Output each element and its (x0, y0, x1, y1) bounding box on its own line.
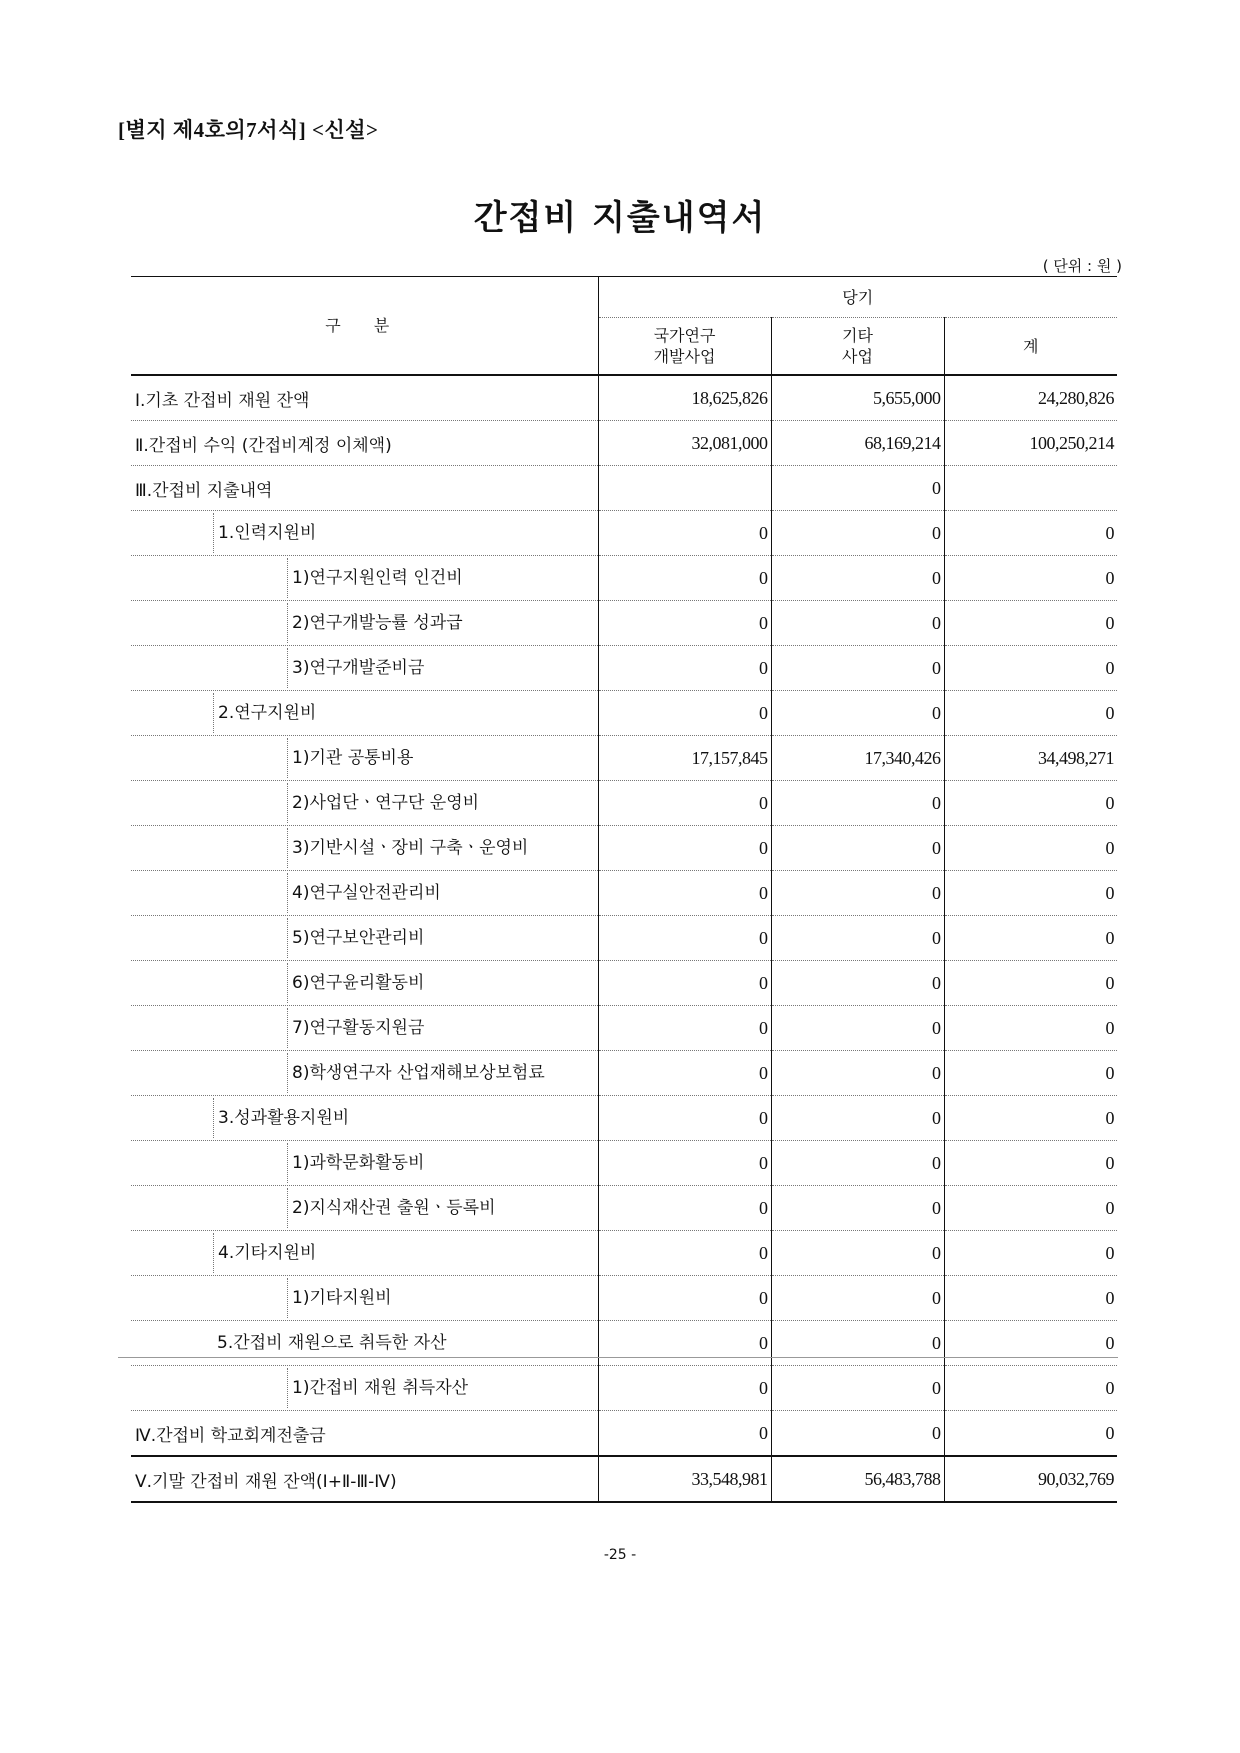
total-value: 0 (944, 556, 1117, 601)
table-row (131, 1141, 1117, 1186)
row-label-cell (131, 1411, 598, 1457)
row-label: 1)기타지원비 (287, 1278, 598, 1318)
table-row (131, 1231, 1117, 1276)
total-value (944, 466, 1117, 511)
row-label: 7)연구활동지원금 (287, 1008, 598, 1048)
other-value: 56,483,788 (771, 1456, 944, 1502)
national-value: 0 (598, 511, 771, 556)
row-label-cell (131, 646, 598, 691)
total-value: 24,280,826 (944, 375, 1117, 421)
national-value: 0 (598, 961, 771, 1006)
row-label-cell (131, 961, 598, 1006)
total-value: 0 (944, 1321, 1117, 1366)
other-value: 0 (771, 961, 944, 1006)
row-label: Ⅲ.간접비 지출내역 (135, 480, 273, 501)
table-row (131, 691, 1117, 736)
row-label-cell (131, 1366, 598, 1411)
table-row (131, 736, 1117, 781)
total-value: 90,032,769 (944, 1456, 1117, 1502)
national-value: 0 (598, 1051, 771, 1096)
header-national-rnd: 국가연구 개발사업 (598, 318, 771, 376)
table-row (131, 601, 1117, 646)
row-label-cell (131, 1051, 598, 1096)
national-value: 0 (598, 781, 771, 826)
other-value: 0 (771, 556, 944, 601)
row-label-cell (131, 736, 598, 781)
national-value: 0 (598, 601, 771, 646)
total-value: 0 (944, 601, 1117, 646)
total-value: 0 (944, 1411, 1117, 1457)
bottom-rule (118, 1357, 1118, 1358)
national-value: 0 (598, 1276, 771, 1321)
row-label: 1)간접비 재원 취득자산 (287, 1368, 598, 1408)
total-value: 0 (944, 916, 1117, 961)
row-label-cell (131, 1186, 598, 1231)
row-label-cell (131, 511, 598, 556)
table-row (131, 1411, 1117, 1457)
other-value: 0 (771, 646, 944, 691)
other-value: 0 (771, 1051, 944, 1096)
national-value: 0 (598, 1141, 771, 1186)
page-title: 간접비 지출내역서 (473, 198, 767, 238)
row-label-cell (131, 375, 598, 421)
row-label-cell (131, 1096, 598, 1141)
national-value: 0 (598, 691, 771, 736)
row-label: 1)기관 공통비용 (287, 738, 598, 778)
row-label: 1)과학문화활동비 (287, 1143, 598, 1183)
row-label: 6)연구윤리활동비 (287, 963, 598, 1003)
other-value: 0 (771, 781, 944, 826)
row-label-cell (131, 466, 598, 511)
row-label: 1.인력지원비 (213, 513, 598, 553)
row-label: 8)학생연구자 산업재해보상보험료 (287, 1053, 598, 1093)
row-label: 3)연구개발준비금 (287, 648, 598, 688)
row-label: Ⅴ.기말 간접비 재원 잔액(Ⅰ+Ⅱ-Ⅲ-Ⅳ) (135, 1471, 397, 1492)
national-value: 0 (598, 646, 771, 691)
row-label: 3)기반시설ㆍ장비 구축ㆍ운영비 (287, 828, 598, 868)
national-value: 18,625,826 (598, 375, 771, 421)
other-value: 0 (771, 1321, 944, 1366)
national-value: 0 (598, 1231, 771, 1276)
other-value: 17,340,426 (771, 736, 944, 781)
row-label: 4.기타지원비 (213, 1233, 598, 1273)
national-value: 17,157,845 (598, 736, 771, 781)
total-value: 0 (944, 961, 1117, 1006)
national-value: 0 (598, 1366, 771, 1411)
total-value: 0 (944, 511, 1117, 556)
header-category: 구 분 (131, 277, 598, 376)
total-value: 0 (944, 826, 1117, 871)
row-label: Ⅰ.기초 간접비 재원 잔액 (135, 390, 310, 411)
row-label: 2.연구지원비 (213, 693, 598, 733)
total-value: 0 (944, 1276, 1117, 1321)
total-value: 0 (944, 1231, 1117, 1276)
other-value: 0 (771, 1141, 944, 1186)
row-label-cell (131, 691, 598, 736)
table-row (131, 1321, 1117, 1366)
table-row (131, 1276, 1117, 1321)
other-value: 0 (771, 466, 944, 511)
national-value (598, 466, 771, 511)
row-label: 5)연구보안관리비 (287, 918, 598, 958)
table-row (131, 826, 1117, 871)
row-label: Ⅳ.간접비 학교회계전출금 (135, 1425, 326, 1446)
table-row (131, 646, 1117, 691)
table-row (131, 1366, 1117, 1411)
other-value: 0 (771, 826, 944, 871)
total-value: 0 (944, 781, 1117, 826)
other-value: 0 (771, 1276, 944, 1321)
other-value: 0 (771, 1006, 944, 1051)
other-value: 0 (771, 601, 944, 646)
other-value: 0 (771, 1186, 944, 1231)
table-row (131, 421, 1117, 466)
row-label: 4)연구실안전관리비 (287, 873, 598, 913)
table-row (131, 511, 1117, 556)
total-value: 0 (944, 1366, 1117, 1411)
total-value: 0 (944, 1186, 1117, 1231)
table-row (131, 1186, 1117, 1231)
header-period: 당기 (598, 277, 1117, 318)
row-label: 2)사업단ㆍ연구단 운영비 (287, 783, 598, 823)
other-value: 5,655,000 (771, 375, 944, 421)
other-value: 68,169,214 (771, 421, 944, 466)
total-value: 0 (944, 1096, 1117, 1141)
national-value: 0 (598, 1006, 771, 1051)
header-other-business: 기타 사업 (771, 318, 944, 376)
total-value: 0 (944, 1006, 1117, 1051)
other-value: 0 (771, 1231, 944, 1276)
table-row (131, 871, 1117, 916)
row-label-cell (131, 1321, 598, 1366)
national-value: 33,548,981 (598, 1456, 771, 1502)
row-label: 1)연구지원인력 인건비 (287, 558, 598, 598)
row-label: Ⅱ.간접비 수익 (간접비계정 이체액) (135, 435, 392, 456)
national-value: 0 (598, 1096, 771, 1141)
table-row (131, 961, 1117, 1006)
total-value: 0 (944, 691, 1117, 736)
row-label-cell (131, 916, 598, 961)
table-row (131, 1006, 1117, 1051)
row-label-cell (131, 871, 598, 916)
row-label-cell (131, 1456, 598, 1502)
national-value: 0 (598, 871, 771, 916)
table-row (131, 556, 1117, 601)
row-label-cell (131, 1141, 598, 1186)
total-value: 0 (944, 871, 1117, 916)
table-row (131, 1096, 1117, 1141)
total-value: 34,498,271 (944, 736, 1117, 781)
row-label-cell (131, 781, 598, 826)
national-value: 0 (598, 916, 771, 961)
table-row (131, 375, 1117, 421)
table-row (131, 466, 1117, 511)
row-label: 3.성과활용지원비 (213, 1098, 598, 1138)
row-label-cell (131, 421, 598, 466)
row-label-cell (131, 1276, 598, 1321)
other-value: 0 (771, 916, 944, 961)
row-label-cell (131, 556, 598, 601)
expense-table (131, 276, 1117, 1503)
other-value: 0 (771, 691, 944, 736)
row-label-cell (131, 1006, 598, 1051)
other-value: 0 (771, 1366, 944, 1411)
national-value: 0 (598, 1186, 771, 1231)
national-value: 0 (598, 556, 771, 601)
total-value: 0 (944, 646, 1117, 691)
row-label: 2)지식재산권 출원ㆍ등록비 (287, 1188, 598, 1228)
row-label: 5.간접비 재원으로 취득한 자산 (217, 1333, 447, 1353)
table-row (131, 781, 1117, 826)
total-value: 100,250,214 (944, 421, 1117, 466)
other-value: 0 (771, 1411, 944, 1457)
total-value: 0 (944, 1141, 1117, 1186)
other-value: 0 (771, 871, 944, 916)
page-number: -25 - (603, 1547, 637, 1563)
total-value: 0 (944, 1051, 1117, 1096)
form-label: [별지 제4호의7서식] <신설> (118, 118, 379, 142)
national-value: 0 (598, 826, 771, 871)
row-label-cell (131, 1231, 598, 1276)
row-label-cell (131, 601, 598, 646)
table-body (131, 375, 1117, 1502)
national-value: 0 (598, 1321, 771, 1366)
row-label: 2)연구개발능률 성과급 (287, 603, 598, 643)
unit-label: ( 단위 : 원 ) (1042, 257, 1122, 275)
header-total: 계 (944, 318, 1117, 376)
table-row (131, 1456, 1117, 1502)
other-value: 0 (771, 1096, 944, 1141)
other-value: 0 (771, 511, 944, 556)
table-row (131, 916, 1117, 961)
national-value: 32,081,000 (598, 421, 771, 466)
table-row (131, 1051, 1117, 1096)
national-value: 0 (598, 1411, 771, 1457)
row-label-cell (131, 826, 598, 871)
